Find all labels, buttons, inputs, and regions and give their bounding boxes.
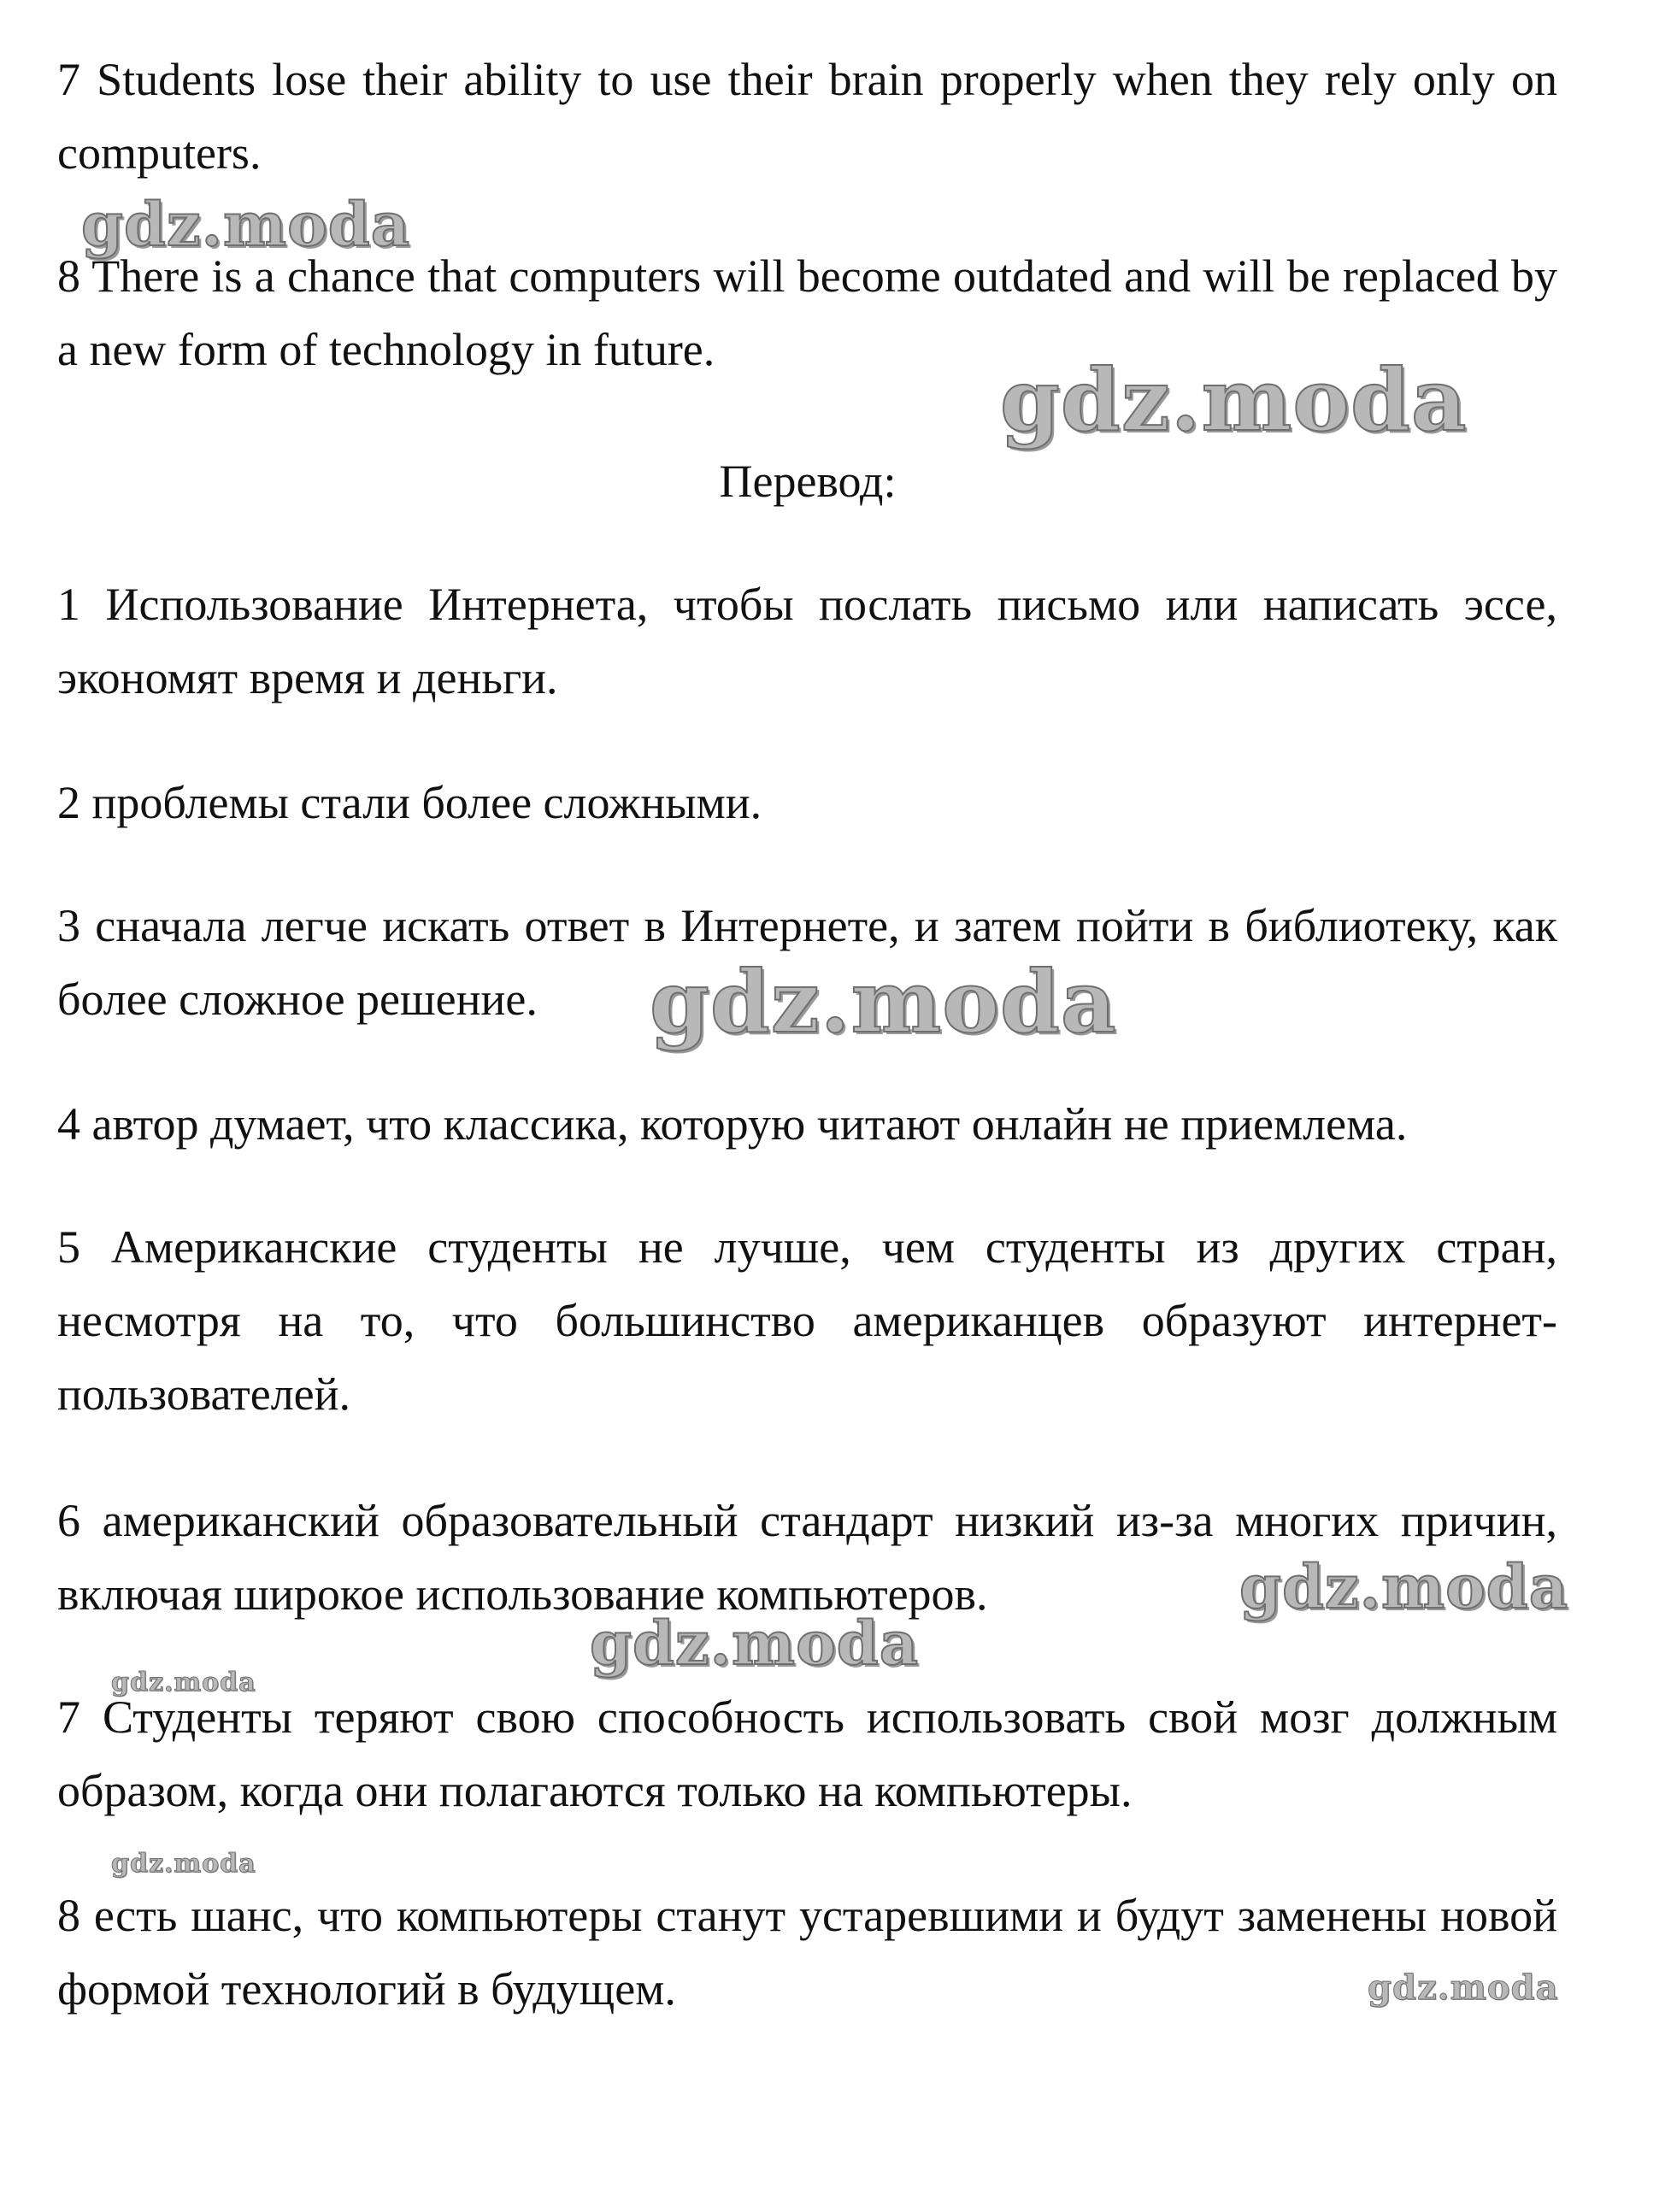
watermark-logo: gdz.moda: [1239, 1551, 1569, 1622]
translation-item-4: 4 автор думает, что классика, которую читают онлайн не приемлема.: [57, 1098, 1408, 1150]
translation-item-8: 8 есть шанс, что компьютеры станут устаревшими и будут заменены новой формой технологий в будущем.: [57, 1890, 1557, 2015]
translation-item-7: 7 Студенты теряют свою способность использовать свой мозг должным образом, когда они полагаются только на компьютеры.: [57, 1691, 1557, 1816]
translation-item-2: 2 проблемы стали более сложными.: [57, 777, 762, 828]
watermark-logo: gdz.moda: [650, 951, 1117, 1052]
translation-item-1: 1 Использование Интернета, чтобы послать письмо или написать эссе, экономят время и деньги.: [57, 579, 1557, 703]
translation-item-5: 5 Американские студенты не лучше, чем студенты из других стран, несмотря на то, что большинство американцев образуют интернет-пользователей.: [57, 1221, 1557, 1420]
english-item-7: 7 Students lose their ability to use their brain properly when they rely only on computers.: [57, 54, 1557, 179]
watermark-logo: gdz.moda: [81, 189, 411, 260]
translation-item-6: 6 американский образовательный стандарт низкий из-за многих причин, включая широкое использование компьютеров.: [57, 1495, 1557, 1620]
watermark-logo: gdz.moda: [590, 1608, 920, 1679]
translation-item-3: 3 сначала легче искать ответ в Интернете, и затем пойти в библиотеку, как более сложное решение.: [57, 900, 1557, 1025]
translation-heading: Перевод:: [719, 456, 897, 507]
watermark-logo: gdz.moda: [1368, 1968, 1559, 2008]
watermark-logo: gdz.moda: [111, 1849, 256, 1879]
english-item-8: 8 There is a chance that computers will become outdated and will be replaced by a new form of technology in future.: [57, 250, 1557, 375]
watermark-logo: gdz.moda: [1000, 350, 1468, 450]
watermark-logo: gdz.moda: [111, 1668, 256, 1697]
